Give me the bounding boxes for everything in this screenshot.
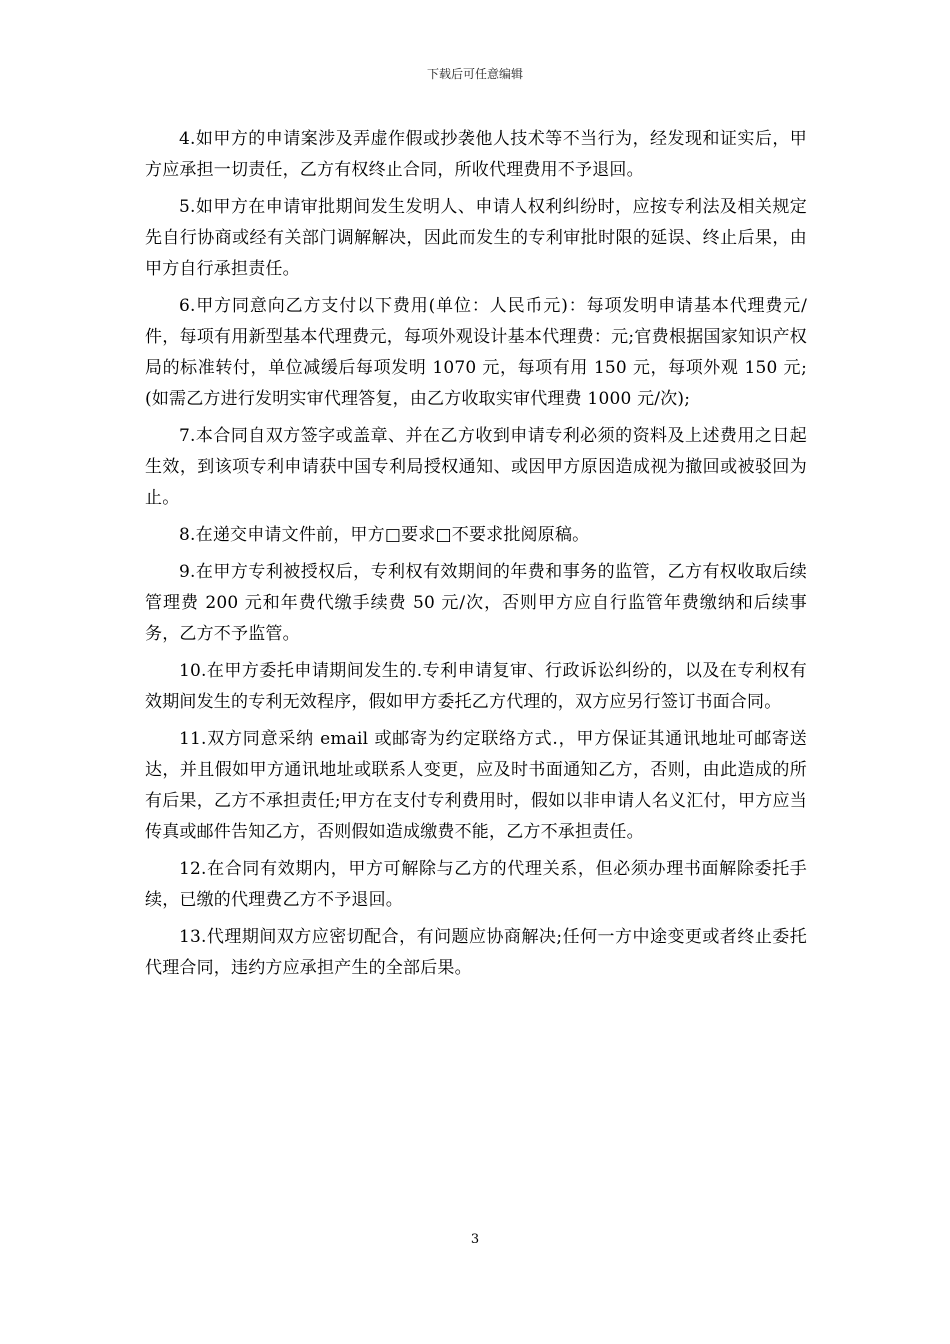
clause-8: 8.在递交申请文件前，甲方□要求□不要求批阅原稿。	[179, 525, 590, 545]
clause-7: 7.本合同自双方签字或盖章、并在乙方收到申请专利必须的资料及上述费用之日起生效，到该项专利申请获中国专利局授权通知、或因甲方原因造成视为撤回或被驳回为止。	[145, 426, 807, 508]
page-number: 3	[470, 1232, 480, 1247]
clause-13: 13.代理期间双方应密切配合，有问题应协商解决;任何一方中途变更或者终止委托代理合同，违约方应承担产生的全部后果。	[145, 927, 807, 978]
clause-6: 6.甲方同意向乙方支付以下费用(单位：人民币元)：每项发明申请基本代理费元/件，每项有用新型基本代理费元，每项外观设计基本代理费：元;官费根据国家知识产权局的标准转付，单位减缓后每项发明 1070 元，每项有用 150 元，每项外观 150 元;(如需乙方进行发明实审代理答复，由乙方收取实审代理费 1000 元/次);	[145, 296, 807, 409]
clause-10: 10.在甲方委托申请期间发生的.专利申请复审、行政诉讼纠纷的，以及在专利权有效期间发生的专利无效程序，假如甲方委托乙方代理的，双方应另行签订书面合同。	[145, 661, 807, 712]
clause-5: 5.如甲方在申请审批期间发生发明人、申请人权利纠纷时，应按专利法及相关规定先自行协商或经有关部门调解解决，因此而发生的专利审批时限的延误、终止后果，由甲方自行承担责任。	[145, 197, 807, 279]
clause-4: 4.如甲方的申请案涉及弄虚作假或抄袭他人技术等不当行为，经发现和证实后，甲方应承担一切责任，乙方有权终止合同，所收代理费用不予退回。	[145, 129, 807, 180]
page-header: 下载后可任意编辑	[426, 67, 523, 81]
clause-11: 11.双方同意采纳 email 或邮寄为约定联络方式.，甲方保证其通讯地址可邮寄送达，并且假如甲方通讯地址或联系人变更，应及时书面通知乙方，否则，由此造成的所有后果，乙方不承担责任;甲方在支付专利费用时，假如以非申请人名义汇付，甲方应当传真或邮件告知乙方，否则假如造成缴费不能，乙方不承担责任。	[145, 729, 807, 842]
document-body	[145, 124, 807, 990]
clause-12: 12.在合同有效期内，甲方可解除与乙方的代理关系，但必须办理书面解除委托手续，已缴的代理费乙方不予退回。	[145, 859, 807, 910]
clause-9: 9.在甲方专利被授权后，专利权有效期间的年费和事务的监管，乙方有权收取后续管理费 200 元和年费代缴手续费 50 元/次，否则甲方应自行监管年费缴纳和后续事务，乙方不予监管。	[145, 562, 807, 644]
